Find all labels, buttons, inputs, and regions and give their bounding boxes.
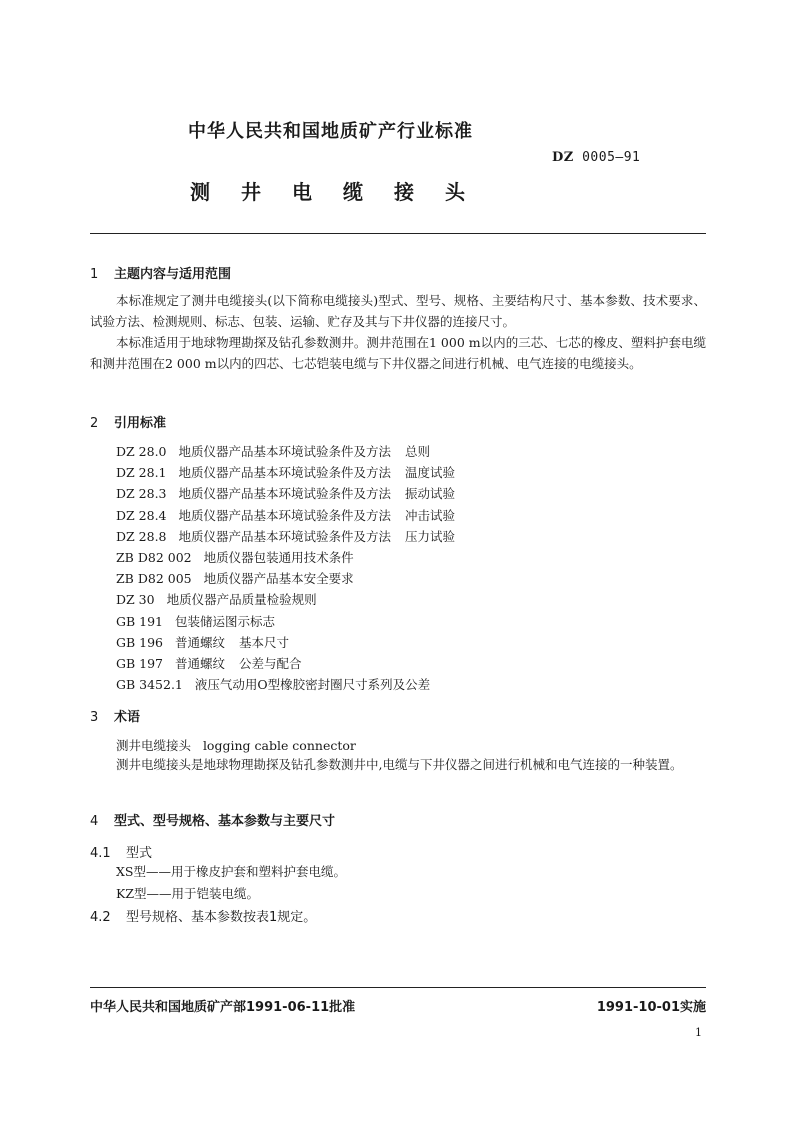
reference-code: DZ 28.0 [116, 444, 167, 459]
reference-code: DZ 28.1 [116, 465, 167, 481]
reference-item [116, 484, 455, 502]
standard-code-number: 0005—91 [582, 150, 641, 165]
reference-item [116, 590, 317, 608]
reference-item [116, 675, 430, 693]
reference-title: 地质仪器产品基本环境试验条件及方法 [178, 444, 392, 459]
reference-code: DZ 28.8 [116, 528, 167, 544]
section-4-2-text: 型号规格、基本参数按表1规定。 [126, 910, 317, 925]
reference-subtitle: 总则 [405, 444, 431, 459]
section-2-number: 2 [90, 416, 99, 431]
section-2-title: 引用标准 [114, 416, 167, 431]
reference-title: 地质仪器产品基本环境试验条件及方法 [178, 507, 392, 523]
reference-subtitle: 温度试验 [405, 465, 456, 481]
reference-title: 地质仪器产品基本安全要求 [203, 571, 354, 587]
standard-code-prefix: DZ [552, 150, 574, 165]
reference-code: DZ 28.3 [116, 486, 167, 502]
reference-code: GB 3452.1 [116, 677, 183, 693]
reference-code: DZ 30 [116, 592, 155, 608]
section-1-heading [90, 263, 231, 282]
approval-line: 中华人民共和国地质矿产部1991-06-11批准 [90, 1000, 356, 1015]
reference-item [116, 527, 455, 545]
reference-title: 地质仪器产品基本环境试验条件及方法 [178, 465, 392, 481]
standard-category-title: 中华人民共和国地质矿产行业标准 [188, 121, 473, 142]
section-2-heading [90, 412, 166, 431]
term-line [116, 736, 356, 754]
term-en: logging cable connector [202, 738, 356, 753]
implementation-date: 1991-10-01实施 [596, 1000, 706, 1015]
reference-subtitle: 压力试验 [405, 528, 456, 544]
reference-subtitle: 冲击试验 [405, 507, 456, 523]
reference-title: 普通螺纹 [175, 656, 226, 671]
term-definition: 测井电缆接头是地球物理勘探及钻孔参数测井中,电缆与下井仪器之间进行机械和电气连接的一种装置。 [116, 757, 683, 772]
reference-item [116, 548, 354, 566]
document-title: 测井电缆接头 [190, 180, 496, 204]
reference-subtitle: 公差与配合 [239, 656, 302, 671]
section-1-title: 主题内容与适用范围 [114, 267, 232, 282]
page-number: 1 [695, 1026, 702, 1039]
section-1-paragraph-1: 本标准规定了测井电缆接头(以下简称电缆接头)型式、型号、规格、主要结构尺寸、基本参数、技术要求、试验方法、检测规则、标志、包装、运输、贮存及其与下井仪器的连接尺寸。 [90, 293, 706, 329]
reference-title: 地质仪器包装通用技术条件 [203, 550, 354, 565]
reference-code: ZB D82 005 [116, 571, 192, 587]
reference-title: 地质仪器产品基本环境试验条件及方法 [178, 528, 392, 544]
header-divider [90, 233, 706, 234]
reference-title: 地质仪器产品质量检验规则 [166, 592, 317, 608]
section-3-number: 3 [90, 710, 99, 725]
reference-subtitle: 振动试验 [405, 486, 456, 502]
reference-subtitle: 基本尺寸 [239, 634, 290, 650]
section-3-heading [90, 706, 140, 725]
section-4-2-number: 4.2 [90, 910, 111, 925]
section-1-paragraph-2: 本标准适用于地球物理勘探及钻孔参数测井。测井范围在1 000 m以内的三芯、七芯的橡皮、塑料护套电缆和测井范围在2 000 m以内的四芯、七芯铠装电缆与下井仪器之间进行机械、电气连接的电缆接头。 [90, 335, 706, 371]
section-4-heading [90, 810, 335, 829]
reference-title: 液压气动用O型橡胶密封圈尺寸系列及公差 [194, 677, 431, 693]
footer-divider [90, 987, 706, 988]
reference-title: 普通螺纹 [175, 634, 226, 650]
standard-code [552, 150, 640, 165]
section-4-number: 4 [90, 814, 99, 829]
reference-item [116, 612, 275, 630]
reference-item [116, 442, 430, 460]
section-3-title: 术语 [114, 710, 141, 725]
reference-item [116, 463, 455, 481]
reference-title: 地质仪器产品基本环境试验条件及方法 [178, 486, 392, 502]
section-4-2-heading [90, 906, 316, 925]
reference-item [116, 633, 289, 651]
reference-item [116, 569, 354, 587]
reference-code: GB 196 [116, 634, 164, 650]
section-4-1-title: 型式 [126, 846, 153, 861]
section-4-1-heading [90, 842, 152, 861]
section-4-title: 型式、型号规格、基本参数与主要尺寸 [114, 814, 336, 829]
reference-code: GB 197 [116, 656, 164, 671]
reference-code: DZ 28.4 [116, 507, 167, 523]
term-zh: 测井电缆接头 [116, 738, 192, 753]
type-kz-line: KZ型——用于铠装电缆。 [116, 886, 260, 901]
section-1-number: 1 [90, 267, 99, 282]
reference-code: GB 191 [116, 613, 164, 629]
reference-code: ZB D82 002 [116, 550, 192, 565]
section-4-1-number: 4.1 [90, 846, 111, 861]
reference-title: 包装储运图示标志 [175, 613, 276, 629]
reference-item [116, 506, 455, 524]
reference-item [116, 654, 302, 672]
type-xs-line: XS型——用于橡皮护套和塑料护套电缆。 [116, 864, 346, 879]
